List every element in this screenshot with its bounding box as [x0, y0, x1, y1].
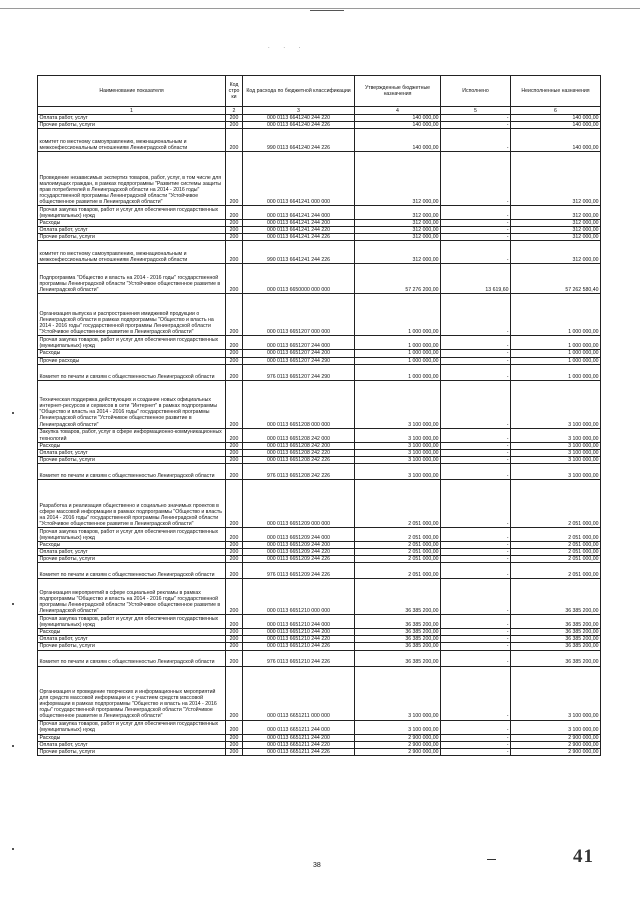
cell-line-code: 200: [226, 734, 243, 741]
cell-budget-code: 000 0113 6651210 000 000: [243, 579, 355, 615]
cell-indicator-name: Организация мероприятий в сфере социальной рекламы в рамках подпрограммы "Общество и власть на 2014 - 2016 годы" государственной программы Ленинградской области "Устойчивое общественное развитие в Ленинградской области": [38, 579, 226, 615]
cell-indicator-name: Подпрограмма "Общество и власть на 2014 - 2016 годы" государственной программы Ленинградской области "Устойчивое общественное развитие в Ленинградской области": [38, 264, 226, 294]
table-row: [38, 364, 601, 380]
cell-executed: -: [441, 227, 511, 234]
table-row: [38, 734, 601, 741]
table-row: [38, 442, 601, 449]
table-row: [38, 720, 601, 734]
cell-approved: 36 385 200,00: [355, 579, 441, 615]
cell-unexecuted: 3 100 000,00: [511, 720, 601, 734]
cell-line-code: 200: [226, 449, 243, 456]
cell-budget-code: 976 0113 6651208 242 226: [243, 463, 355, 479]
cell-line-code: 200: [226, 206, 243, 220]
cell-unexecuted: 36 385 200,00: [511, 579, 601, 615]
cell-approved: 312 000,00: [355, 241, 441, 264]
cell-approved: 2 051 000,00: [355, 527, 441, 541]
cell-line-code: 200: [226, 636, 243, 643]
cell-executed: -: [441, 206, 511, 220]
cell-unexecuted: 36 385 200,00: [511, 650, 601, 666]
cell-line-code: 200: [226, 527, 243, 541]
header-row: [38, 76, 601, 107]
table-row: [38, 579, 601, 615]
table-row: [38, 428, 601, 442]
cell-line-code: 200: [226, 350, 243, 357]
table-row: [38, 741, 601, 748]
cell-executed: 13 619,60: [441, 264, 511, 294]
cell-budget-code: 000 0113 6651208 000 000: [243, 380, 355, 428]
cell-executed: -: [441, 527, 511, 541]
cell-budget-code: 000 0113 6651208 242 000: [243, 428, 355, 442]
cell-budget-code: 000 0113 6650000 000 000: [243, 264, 355, 294]
cell-budget-code: 000 0113 6651211 000 000: [243, 666, 355, 720]
cell-line-code: 200: [226, 357, 243, 364]
table-row: [38, 206, 601, 220]
cell-line-code: 200: [226, 364, 243, 380]
cell-line-code: 200: [226, 428, 243, 442]
cell-budget-code: 000 0113 6641241 244 226: [243, 234, 355, 241]
cell-indicator-name: Расходы: [38, 442, 226, 449]
table-row: [38, 264, 601, 294]
top-mark: [310, 10, 344, 11]
cell-line-code: 200: [226, 380, 243, 428]
cell-line-code: 200: [226, 152, 243, 206]
cell-approved: 312 000,00: [355, 220, 441, 227]
column-number: 2: [226, 107, 243, 115]
cell-indicator-name: Прочие работы, услуги: [38, 234, 226, 241]
cell-line-code: 200: [226, 115, 243, 122]
cell-indicator-name: Расходы: [38, 220, 226, 227]
cell-executed: -: [441, 720, 511, 734]
cell-executed: -: [441, 456, 511, 463]
cell-unexecuted: 1 000 000,00: [511, 364, 601, 380]
table-row: [38, 666, 601, 720]
cell-unexecuted: 3 100 000,00: [511, 666, 601, 720]
column-number-row: [38, 107, 601, 115]
table-row: [38, 115, 601, 122]
cell-indicator-name: Комитет по печати и связям с общественностью Ленинградской области: [38, 650, 226, 666]
cell-budget-code: 000 0113 6641240 244 220: [243, 115, 355, 122]
cell-approved: 312 000,00: [355, 206, 441, 220]
cell-line-code: 200: [226, 463, 243, 479]
table-row: [38, 650, 601, 666]
cell-approved: 36 385 200,00: [355, 650, 441, 666]
cell-executed: -: [441, 294, 511, 336]
cell-indicator-name: Расходы: [38, 541, 226, 548]
cell-executed: -: [441, 643, 511, 650]
cell-line-code: 200: [226, 294, 243, 336]
cell-unexecuted: 140 000,00: [511, 129, 601, 152]
cell-indicator-name: Прочие работы, услуги: [38, 748, 226, 755]
cell-approved: 1 000 000,00: [355, 364, 441, 380]
cell-approved: 140 000,00: [355, 122, 441, 129]
cell-indicator-name: Прочая закупка товаров, работ и услуг для обеспечения государственных (муниципальных) нужд: [38, 720, 226, 734]
cell-budget-code: 000 0113 6651211 244 200: [243, 734, 355, 741]
cell-line-code: 200: [226, 629, 243, 636]
cell-budget-code: 000 0113 6651211 244 000: [243, 720, 355, 734]
cell-executed: -: [441, 350, 511, 357]
cell-indicator-name: Оплата работ, услуг: [38, 115, 226, 122]
cell-indicator-name: Организация и проведение творческих и информационных мероприятий для средств массовой информации и с участием средств массовой информации в рамках подпрограммы "Общество и власть на 2014 - 2016 годы" государственной программы Ленинградской области "Устойчивое общественное развитие в Ленинградской области": [38, 666, 226, 720]
cell-unexecuted: 312 000,00: [511, 241, 601, 264]
cell-unexecuted: 1 000 000,00: [511, 350, 601, 357]
cell-executed: -: [441, 579, 511, 615]
table-row: [38, 615, 601, 629]
cell-approved: 2 051 000,00: [355, 556, 441, 563]
cell-unexecuted: 312 000,00: [511, 206, 601, 220]
cell-budget-code: 000 0113 6641241 244 000: [243, 206, 355, 220]
cell-indicator-name: комитет по местному самоуправлению, межнациональным и межконфессиональным отношениям Ленинградской области: [38, 241, 226, 264]
table-row: [38, 456, 601, 463]
header-budget-code: Код расхода по бюджетной классификации: [243, 76, 355, 107]
cell-approved: 312 000,00: [355, 152, 441, 206]
cell-line-code: 200: [226, 442, 243, 449]
cell-line-code: 200: [226, 234, 243, 241]
cell-budget-code: 000 0113 6651208 242 200: [243, 442, 355, 449]
scan-dots: . . .: [268, 44, 307, 50]
cell-approved: 3 100 000,00: [355, 380, 441, 428]
cell-indicator-name: Закупка товаров, работ, услуг в сфере информационно-коммуникационных технологий: [38, 428, 226, 442]
cell-executed: -: [441, 541, 511, 548]
cell-unexecuted: 2 900 000,00: [511, 748, 601, 755]
cell-executed: -: [441, 364, 511, 380]
cell-indicator-name: Комитет по печати и связям с общественностью Ленинградской области: [38, 364, 226, 380]
scan-speck: [12, 745, 14, 747]
cell-approved: 1 000 000,00: [355, 350, 441, 357]
cell-budget-code: 990 0113 6641241 244 226: [243, 241, 355, 264]
cell-approved: 2 051 000,00: [355, 549, 441, 556]
cell-indicator-name: Техническая поддержка действующих и создание новых официальных интернет-ресурсов и сервисов в сети "Интернет" в рамках подпрограммы "Общество и власть на 2014 - 2016 годы" государственной программы Ленинградской области "Устойчивое общественное развитие в Ленинградской области": [38, 380, 226, 428]
cell-unexecuted: 3 100 000,00: [511, 463, 601, 479]
cell-approved: 2 051 000,00: [355, 563, 441, 579]
cell-line-code: 200: [226, 666, 243, 720]
cell-approved: 140 000,00: [355, 129, 441, 152]
cell-approved: 3 100 000,00: [355, 442, 441, 449]
cell-executed: -: [441, 666, 511, 720]
cell-line-code: 200: [226, 227, 243, 234]
cell-unexecuted: 2 051 000,00: [511, 563, 601, 579]
cell-budget-code: 000 0113 6651209 244 200: [243, 541, 355, 548]
cell-line-code: 200: [226, 563, 243, 579]
cell-budget-code: 000 0113 6651207 000 000: [243, 294, 355, 336]
cell-executed: -: [441, 549, 511, 556]
cell-indicator-name: Организация выпуска и распространения имиджевой продукции о Ленинградской области в рамках подпрограммы "Общество и власть на 2014 - 2016 годы" государственной программы Ленинградской области "Устойчивое общественное развитие в Ленинградской области": [38, 294, 226, 336]
column-number: 5: [441, 107, 511, 115]
cell-executed: -: [441, 629, 511, 636]
cell-indicator-name: Прочая закупка товаров, работ и услуг для обеспечения государственных (муниципальных) нужд: [38, 615, 226, 629]
cell-unexecuted: 2 051 000,00: [511, 541, 601, 548]
header-approved: Утвержденные бюджетные назначения: [355, 76, 441, 107]
cell-budget-code: 000 0113 6651208 242 226: [243, 456, 355, 463]
cell-budget-code: 000 0113 6651208 242 220: [243, 449, 355, 456]
cell-unexecuted: 57 262 580,40: [511, 264, 601, 294]
cell-budget-code: 000 0113 6651207 244 000: [243, 336, 355, 350]
cell-line-code: 200: [226, 479, 243, 527]
cell-indicator-name: Комитет по печати и связям с общественностью Ленинградской области: [38, 463, 226, 479]
cell-approved: 3 100 000,00: [355, 428, 441, 442]
cell-approved: 1 000 000,00: [355, 294, 441, 336]
cell-approved: 36 385 200,00: [355, 636, 441, 643]
cell-executed: -: [441, 442, 511, 449]
cell-executed: -: [441, 220, 511, 227]
cell-budget-code: 000 0113 6651207 244 290: [243, 357, 355, 364]
cell-indicator-name: Комитет по печати и связям с общественностью Ленинградской области: [38, 563, 226, 579]
cell-unexecuted: 3 100 000,00: [511, 442, 601, 449]
cell-approved: 36 385 200,00: [355, 643, 441, 650]
table-row: [38, 463, 601, 479]
column-number: 6: [511, 107, 601, 115]
cell-executed: -: [441, 650, 511, 666]
cell-line-code: 200: [226, 643, 243, 650]
cell-unexecuted: 1 000 000,00: [511, 357, 601, 364]
cell-line-code: 200: [226, 541, 243, 548]
cell-indicator-name: Прочие работы, услуги: [38, 643, 226, 650]
table-row: [38, 241, 601, 264]
table-row: [38, 541, 601, 548]
cell-indicator-name: Прочие расходы: [38, 357, 226, 364]
cell-approved: 2 051 000,00: [355, 479, 441, 527]
cell-unexecuted: 2 051 000,00: [511, 527, 601, 541]
cell-executed: -: [441, 152, 511, 206]
cell-unexecuted: 36 385 200,00: [511, 615, 601, 629]
table-row: [38, 220, 601, 227]
scan-speck: [12, 848, 14, 850]
cell-approved: 3 100 000,00: [355, 720, 441, 734]
cell-indicator-name: Разработка и реализация общественно и социально значимых проектов в сфере массовой информации в рамках подпрограммы "Общество и власть на 2014 - 2016 годы" государственной программы Ленинградской области "Устойчивое общественное развитие в Ленинградской области": [38, 479, 226, 527]
table-row: [38, 129, 601, 152]
cell-line-code: 200: [226, 336, 243, 350]
cell-approved: 3 100 000,00: [355, 666, 441, 720]
cell-indicator-name: Прочие работы, услуги: [38, 556, 226, 563]
cell-approved: 57 276 200,00: [355, 264, 441, 294]
cell-executed: -: [441, 636, 511, 643]
header-line-code: Код стро ки: [226, 76, 243, 107]
cell-unexecuted: 312 000,00: [511, 234, 601, 241]
table-row: [38, 563, 601, 579]
column-number: 4: [355, 107, 441, 115]
cell-approved: 2 900 000,00: [355, 748, 441, 755]
cell-budget-code: 990 0113 6641240 244 226: [243, 129, 355, 152]
cell-budget-code: 000 0113 6651210 244 220: [243, 636, 355, 643]
table-row: [38, 629, 601, 636]
cell-approved: 3 100 000,00: [355, 463, 441, 479]
cell-executed: -: [441, 734, 511, 741]
table-row: [38, 122, 601, 129]
cell-budget-code: 000 0113 6641241 244 220: [243, 227, 355, 234]
cell-line-code: 200: [226, 748, 243, 755]
cell-unexecuted: 312 000,00: [511, 220, 601, 227]
cell-indicator-name: Прочая закупка товаров, работ и услуг для обеспечения государственных (муниципальных) нужд: [38, 527, 226, 541]
cell-indicator-name: Прочие работы, услуги: [38, 456, 226, 463]
cell-line-code: 200: [226, 720, 243, 734]
cell-budget-code: 976 0113 6651207 244 290: [243, 364, 355, 380]
cell-budget-code: 000 0113 6651210 244 200: [243, 629, 355, 636]
cell-budget-code: 000 0113 6651209 000 000: [243, 479, 355, 527]
table-row: [38, 294, 601, 336]
cell-line-code: 200: [226, 549, 243, 556]
cell-executed: -: [441, 336, 511, 350]
cell-line-code: 200: [226, 650, 243, 666]
table-row: [38, 549, 601, 556]
cell-unexecuted: 2 900 000,00: [511, 734, 601, 741]
cell-executed: -: [441, 748, 511, 755]
cell-indicator-name: Прочая закупка товаров, работ и услуг для обеспечения государственных (муниципальных) нужд: [38, 336, 226, 350]
cell-indicator-name: Прочие работы, услуги: [38, 122, 226, 129]
column-number: 1: [38, 107, 226, 115]
table-body: [38, 115, 601, 756]
cell-unexecuted: 3 100 000,00: [511, 428, 601, 442]
cell-line-code: 200: [226, 741, 243, 748]
cell-indicator-name: Расходы: [38, 734, 226, 741]
handwritten-page-stamp: 41: [573, 846, 594, 867]
cell-unexecuted: 1 000 000,00: [511, 336, 601, 350]
cell-unexecuted: 36 385 200,00: [511, 636, 601, 643]
cell-executed: -: [441, 741, 511, 748]
cell-budget-code: 976 0113 6651209 244 226: [243, 563, 355, 579]
footer-dash: [487, 859, 496, 860]
cell-unexecuted: 2 900 000,00: [511, 741, 601, 748]
cell-unexecuted: 3 100 000,00: [511, 456, 601, 463]
cell-indicator-name: Проведение независимых экспертиз товаров, работ, услуг, в том числе для малоимущих граждан, в рамках подпрограммы "Развитие системы защиты прав потребителей в Ленинградской области на 2014 - 2016 годы" государственной программы Ленинградской области "Устойчивое общественное развитие в Ленинградской области": [38, 152, 226, 206]
cell-executed: -: [441, 428, 511, 442]
cell-unexecuted: 36 385 200,00: [511, 643, 601, 650]
table-row: [38, 350, 601, 357]
header-indicator-name: Наименование показателя: [38, 76, 226, 107]
cell-indicator-name: Оплата работ, услуг: [38, 549, 226, 556]
cell-budget-code: 000 0113 6651209 244 220: [243, 549, 355, 556]
cell-unexecuted: 312 000,00: [511, 152, 601, 206]
cell-executed: -: [441, 615, 511, 629]
cell-unexecuted: 140 000,00: [511, 122, 601, 129]
cell-indicator-name: комитет по местному самоуправлению, межнациональным и межконфессиональным отношениям Ленинградской области: [38, 129, 226, 152]
header-executed: Исполнено: [441, 76, 511, 107]
cell-executed: -: [441, 234, 511, 241]
cell-budget-code: 000 0113 6641240 244 226: [243, 122, 355, 129]
table-row: [38, 380, 601, 428]
table-row: [38, 152, 601, 206]
top-edge-line: [0, 8, 640, 9]
cell-executed: -: [441, 556, 511, 563]
cell-executed: -: [441, 357, 511, 364]
cell-approved: 2 051 000,00: [355, 541, 441, 548]
table-row: [38, 556, 601, 563]
cell-approved: 3 100 000,00: [355, 456, 441, 463]
cell-unexecuted: 140 000,00: [511, 115, 601, 122]
cell-executed: -: [441, 115, 511, 122]
header-unexecuted: Неисполненные назначения: [511, 76, 601, 107]
cell-approved: 312 000,00: [355, 227, 441, 234]
cell-approved: 2 900 000,00: [355, 741, 441, 748]
cell-indicator-name: Оплата работ, услуг: [38, 227, 226, 234]
cell-indicator-name: Расходы: [38, 629, 226, 636]
cell-unexecuted: 3 100 000,00: [511, 380, 601, 428]
cell-unexecuted: 3 100 000,00: [511, 449, 601, 456]
table-row: [38, 234, 601, 241]
cell-budget-code: 000 0113 6651209 244 000: [243, 527, 355, 541]
cell-indicator-name: Прочая закупка товаров, работ и услуг для обеспечения государственных (муниципальных) нужд: [38, 206, 226, 220]
cell-line-code: 200: [226, 122, 243, 129]
table-row: [38, 227, 601, 234]
cell-line-code: 200: [226, 264, 243, 294]
budget-execution-table: [37, 75, 601, 756]
cell-approved: 1 000 000,00: [355, 357, 441, 364]
cell-budget-code: 000 0113 6651209 244 226: [243, 556, 355, 563]
cell-executed: -: [441, 129, 511, 152]
cell-budget-code: 000 0113 6651210 244 000: [243, 615, 355, 629]
cell-budget-code: 000 0113 6651211 244 220: [243, 741, 355, 748]
cell-executed: -: [441, 563, 511, 579]
table-row: [38, 748, 601, 755]
cell-budget-code: 000 0113 6641241 000 000: [243, 152, 355, 206]
cell-indicator-name: Оплата работ, услуг: [38, 741, 226, 748]
cell-line-code: 200: [226, 615, 243, 629]
cell-budget-code: 976 0113 6651210 244 226: [243, 650, 355, 666]
cell-executed: -: [441, 449, 511, 456]
cell-line-code: 200: [226, 556, 243, 563]
column-number: 3: [243, 107, 355, 115]
cell-unexecuted: 2 051 000,00: [511, 556, 601, 563]
table-row: [38, 636, 601, 643]
cell-approved: 312 000,00: [355, 234, 441, 241]
cell-approved: 2 900 000,00: [355, 734, 441, 741]
table-row: [38, 643, 601, 650]
cell-unexecuted: 312 000,00: [511, 227, 601, 234]
cell-executed: -: [441, 380, 511, 428]
cell-budget-code: 000 0113 6641241 244 200: [243, 220, 355, 227]
cell-approved: 3 100 000,00: [355, 449, 441, 456]
cell-executed: -: [441, 479, 511, 527]
table-row: [38, 449, 601, 456]
cell-indicator-name: Оплата работ, услуг: [38, 636, 226, 643]
cell-approved: 140 000,00: [355, 115, 441, 122]
cell-indicator-name: Оплата работ, услуг: [38, 449, 226, 456]
cell-executed: -: [441, 463, 511, 479]
cell-executed: -: [441, 241, 511, 264]
table-row: [38, 527, 601, 541]
cell-executed: -: [441, 122, 511, 129]
page-number: 38: [313, 862, 321, 869]
cell-approved: 36 385 200,00: [355, 629, 441, 636]
cell-line-code: 200: [226, 220, 243, 227]
scan-speck: [12, 412, 14, 414]
cell-line-code: 200: [226, 579, 243, 615]
cell-budget-code: 000 0113 6651207 244 200: [243, 350, 355, 357]
cell-approved: 1 000 000,00: [355, 336, 441, 350]
cell-indicator-name: Расходы: [38, 350, 226, 357]
table-row: [38, 357, 601, 364]
cell-budget-code: 000 0113 6651210 244 226: [243, 643, 355, 650]
cell-unexecuted: 2 051 000,00: [511, 549, 601, 556]
cell-unexecuted: 36 385 200,00: [511, 629, 601, 636]
scan-speck: [12, 603, 14, 605]
cell-line-code: 200: [226, 129, 243, 152]
cell-line-code: 200: [226, 241, 243, 264]
cell-budget-code: 000 0113 6651211 244 226: [243, 748, 355, 755]
cell-line-code: 200: [226, 456, 243, 463]
cell-approved: 36 385 200,00: [355, 615, 441, 629]
cell-unexecuted: 2 051 000,00: [511, 479, 601, 527]
table-row: [38, 336, 601, 350]
table-row: [38, 479, 601, 527]
cell-unexecuted: 1 000 000,00: [511, 294, 601, 336]
